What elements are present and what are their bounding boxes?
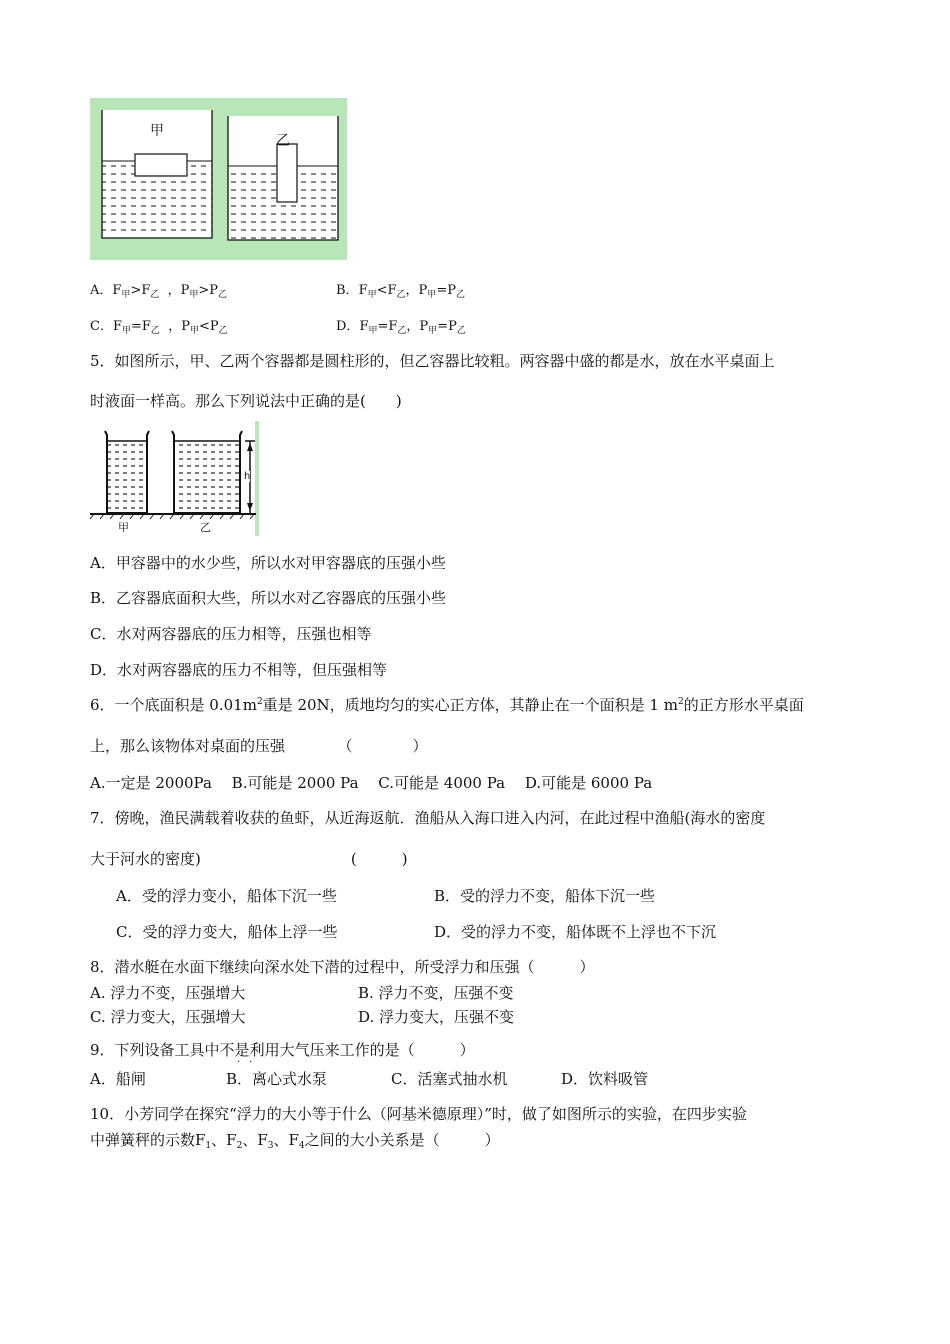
q7-option-b: B．受的浮力不变，船体下沉一些 — [434, 887, 656, 905]
q5-option-b: B．乙容器底面积大些，所以水对乙容器底的压强小些 — [90, 589, 447, 607]
q6-stem-line2: 上，那么该物体对桌面的压强 （ ） — [90, 737, 428, 755]
q7-stem-line2: 大于河水的密度) ( ) — [90, 850, 408, 868]
q8-option-c: C. 浮力变大，压强增大 — [90, 1008, 246, 1026]
q4-option-c: C．$F_甲=F_乙$ ，$P_甲<P_乙$ — [90, 319, 228, 336]
q8-option-a: A. 浮力不变，压强增大 — [90, 984, 246, 1002]
q8-option-d: D. 浮力变大，压强不变 — [358, 1008, 515, 1026]
q10-stem-line2: 中弹簧秤的示数$F_1$、$F_2$、$F_3$、$F_4$之间的大小关系是（ ） — [90, 1131, 500, 1151]
q4-option-d: D．$F_甲=F_乙$，$P_甲=P_乙$ — [336, 319, 466, 336]
q5-stem-line2: 时液面一样高。那么下列说法中正确的是( ) — [90, 392, 402, 410]
figure2-label-h: h — [244, 471, 251, 482]
q10-stem-line1: 10．小芳同学在探究“浮力的大小等于什么（阿基米德原理）”时，做了如图所示的实验，在四步实验 — [90, 1105, 747, 1123]
q9-option-a: A．船闸 — [90, 1070, 146, 1088]
figure2-label-yi: 乙 — [200, 521, 211, 534]
q9-option-b: B．离心式水泵 — [226, 1070, 328, 1088]
figure-containers-floating-blocks — [90, 98, 347, 260]
q8-stem: 8．潜水艇在水面下继续向深水处下潜的过程中，所受浮力和压强（ ） — [90, 958, 595, 976]
q9-option-c: C．活塞式抽水机 — [391, 1070, 508, 1088]
q7-option-d: D．受的浮力不变，船体既不上浮也不下沉 — [434, 923, 717, 941]
q6-options: A.一定是 2000Pa B.可能是 2000 Pa C.可能是 4000 Pa D.可能是 6000 Pa — [90, 774, 653, 792]
figure-two-cylinders — [90, 421, 260, 536]
q7-stem-line1: 7．傍晚，渔民满载着收获的鱼虾，从近海返航．渔船从入海口进入内河，在此过程中渔船(海水的密度 — [90, 809, 766, 827]
q7-option-a: A．受的浮力变小，船体下沉一些 — [116, 887, 337, 905]
figure2-label-jia: 甲 — [118, 521, 129, 534]
q5-option-a: A．甲容器中的水少些，所以水对甲容器底的压强小些 — [90, 554, 446, 572]
figure1-label-jia: 甲 — [150, 123, 164, 139]
q9-option-d: D．饮料吸管 — [561, 1070, 649, 1088]
q9-emphasis-dots: ·· — [237, 1057, 262, 1068]
figure1-label-yi: 乙 — [276, 133, 290, 149]
q7-option-c: C．受的浮力变大，船体上浮一些 — [116, 923, 338, 941]
q4-option-a: A．$F_甲>F_乙$ ，$P_甲>P_乙$ — [90, 283, 228, 300]
q5-option-c: C．水对两容器底的压力相等，压强也相等 — [90, 625, 372, 643]
q6-stem-line1: 6．一个底面积是 $0.01m^2$重是 20N，质地均匀的实心正方体，其静止在一个面积是 1 $m^2$的正方形水平桌面 — [90, 696, 804, 714]
q9-emphasis: 不是 — [219, 1041, 250, 1059]
q4-option-b: B．$F_甲<F_乙$，$P_甲=P_乙$ — [336, 283, 465, 300]
q5-option-d: D．水对两容器底的压力不相等，但压强相等 — [90, 661, 388, 679]
q5-stem-line1: 5．如图所示，甲、乙两个容器都是圆柱形的，但乙容器比较粗。两容器中盛的都是水，放在水平桌面上 — [90, 352, 775, 370]
q8-option-b: B. 浮力不变，压强不变 — [358, 984, 514, 1002]
q9-stem: 9．下列设备工具中不是利用大气压来工作的是（ ） — [90, 1041, 475, 1059]
